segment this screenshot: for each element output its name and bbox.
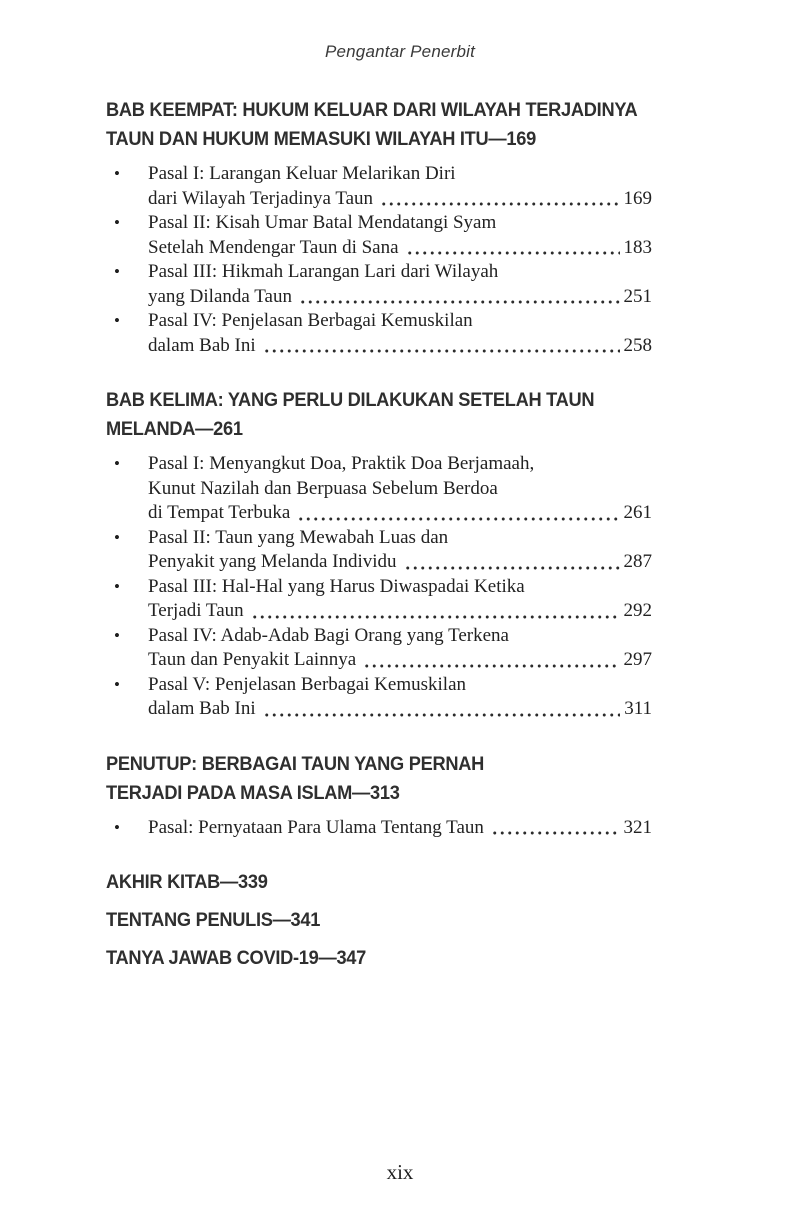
toc-entry bbox=[106, 309, 652, 358]
entry-text-line: Pasal III: Hal-Hal yang Harus Diwaspadai Ketika bbox=[148, 575, 525, 597]
entry-text-line: Pasal V: Penjelasan Berbagai Kemuskilan bbox=[148, 673, 466, 695]
entry-text-line: yang Dilanda Taun bbox=[148, 285, 292, 307]
entry-text-line: Pasal IV: Adab-Adab Bagi Orang yang Terkena bbox=[148, 624, 509, 646]
closing-line-akhir-kitab: AKHIR KITAB—339 bbox=[106, 872, 268, 893]
toc-entry-list bbox=[106, 816, 652, 841]
toc-section-penutup bbox=[106, 750, 652, 841]
page-ref: 261 bbox=[623, 502, 652, 523]
toc-entry bbox=[106, 452, 652, 526]
toc-entry-list bbox=[106, 162, 652, 358]
page-ref: 183 bbox=[623, 236, 652, 258]
closing-sections bbox=[106, 868, 652, 973]
toc-entry bbox=[106, 526, 652, 575]
dot-leader bbox=[297, 516, 619, 522]
folio-page-number: xix bbox=[386, 1160, 414, 1184]
section-heading-line: TAUN DAN HUKUM MEMASUKI WILAYAH ITU—169 bbox=[106, 129, 536, 150]
page-ref: 321 bbox=[623, 816, 652, 838]
entry-text-line: di Tempat Terbuka bbox=[148, 502, 291, 523]
running-header: Pengantar Penerbit bbox=[324, 42, 476, 61]
dot-leader bbox=[299, 299, 620, 305]
page-ref: 311 bbox=[624, 698, 652, 719]
entry-text-line: Pasal III: Hikmah Larangan Lari dari Wilayah bbox=[148, 261, 499, 282]
dot-leader bbox=[363, 663, 619, 669]
dot-leader bbox=[263, 712, 621, 718]
entry-text-line: Taun dan Penyakit Lainnya bbox=[148, 649, 357, 670]
bullet-icon: • bbox=[114, 527, 120, 547]
toc-entry bbox=[106, 211, 652, 260]
entry-text-line: Pasal II: Taun yang Mewabah Luas dan bbox=[148, 526, 449, 548]
toc-entry bbox=[106, 575, 652, 624]
entry-text-line: Pasal II: Kisah Umar Batal Mendatangi Syam bbox=[148, 212, 497, 233]
bullet-icon: • bbox=[114, 164, 120, 183]
bullet-icon: • bbox=[114, 674, 120, 694]
bullet-icon: • bbox=[114, 213, 120, 232]
entry-text-line: Kunut Nazilah dan Berpuasa Sebelum Berdoa bbox=[148, 477, 498, 499]
section-heading bbox=[106, 750, 652, 808]
toc-entry bbox=[106, 673, 652, 722]
toc-content bbox=[106, 96, 652, 982]
toc-entry bbox=[106, 624, 652, 673]
entry-text-line: Pasal IV: Penjelasan Berbagai Kemuskilan bbox=[148, 310, 473, 331]
entry-text-line: Pasal I: Menyangkut Doa, Praktik Doa Berjamaah, bbox=[148, 453, 535, 474]
dot-leader bbox=[404, 565, 620, 571]
toc-entry-list bbox=[106, 452, 652, 722]
closing-line-tentang-penulis: TENTANG PENULIS—341 bbox=[106, 910, 321, 931]
dot-leader bbox=[263, 348, 620, 354]
bullet-icon: • bbox=[114, 262, 120, 281]
dot-leader bbox=[251, 614, 620, 620]
entry-text-line: Terjadi Taun bbox=[148, 600, 244, 621]
entry-text-line: Penyakit yang Melanda Individu bbox=[148, 551, 397, 572]
entry-text-line: dari Wilayah Terjadinya Taun bbox=[148, 187, 374, 209]
page-ref: 292 bbox=[623, 600, 652, 621]
entry-text-line: Pasal I: Larangan Keluar Melarikan Diri bbox=[148, 163, 456, 184]
page-ref: 258 bbox=[623, 334, 652, 356]
toc-entry bbox=[106, 816, 652, 841]
section-heading-line: BAB KELIMA: YANG PERLU DILAKUKAN SETELAH TAUN bbox=[106, 390, 595, 411]
page-ref: 287 bbox=[623, 551, 652, 572]
entry-text-line: Pasal: Pernyataan Para Ulama Tentang Taun bbox=[148, 816, 484, 838]
toc-entry bbox=[106, 260, 652, 309]
section-heading-line: TERJADI PADA MASA ISLAM—313 bbox=[106, 782, 400, 804]
bullet-icon: • bbox=[114, 311, 120, 330]
dot-leader bbox=[491, 830, 620, 836]
dot-leader bbox=[380, 201, 619, 207]
section-heading-line: PENUTUP: BERBAGAI TAUN YANG PERNAH bbox=[106, 753, 485, 775]
section-heading-line: BAB KEEMPAT: HUKUM KELUAR DARI WILAYAH TERJADINYA bbox=[106, 100, 638, 121]
closing-line-tanya-jawab-covid: TANYA JAWAB COVID-19—347 bbox=[106, 948, 367, 969]
dot-leader bbox=[406, 250, 620, 256]
section-heading-line: MELANDA—261 bbox=[106, 419, 243, 440]
toc-section-bab-keempat bbox=[106, 96, 652, 358]
entry-text-line: dalam Bab Ini bbox=[148, 334, 256, 356]
section-heading bbox=[106, 96, 652, 154]
page-ref: 297 bbox=[623, 649, 652, 670]
page-ref: 169 bbox=[623, 187, 652, 209]
section-heading bbox=[106, 386, 652, 444]
toc-section-bab-kelima bbox=[106, 386, 652, 722]
entry-text-line: Setelah Mendengar Taun di Sana bbox=[148, 236, 399, 258]
entry-text-line: dalam Bab Ini bbox=[148, 698, 256, 719]
bullet-icon: • bbox=[114, 817, 120, 837]
bullet-icon: • bbox=[114, 625, 120, 645]
bullet-icon: • bbox=[114, 454, 120, 473]
page-ref: 251 bbox=[623, 285, 652, 307]
bullet-icon: • bbox=[114, 576, 120, 596]
toc-entry bbox=[106, 162, 652, 211]
